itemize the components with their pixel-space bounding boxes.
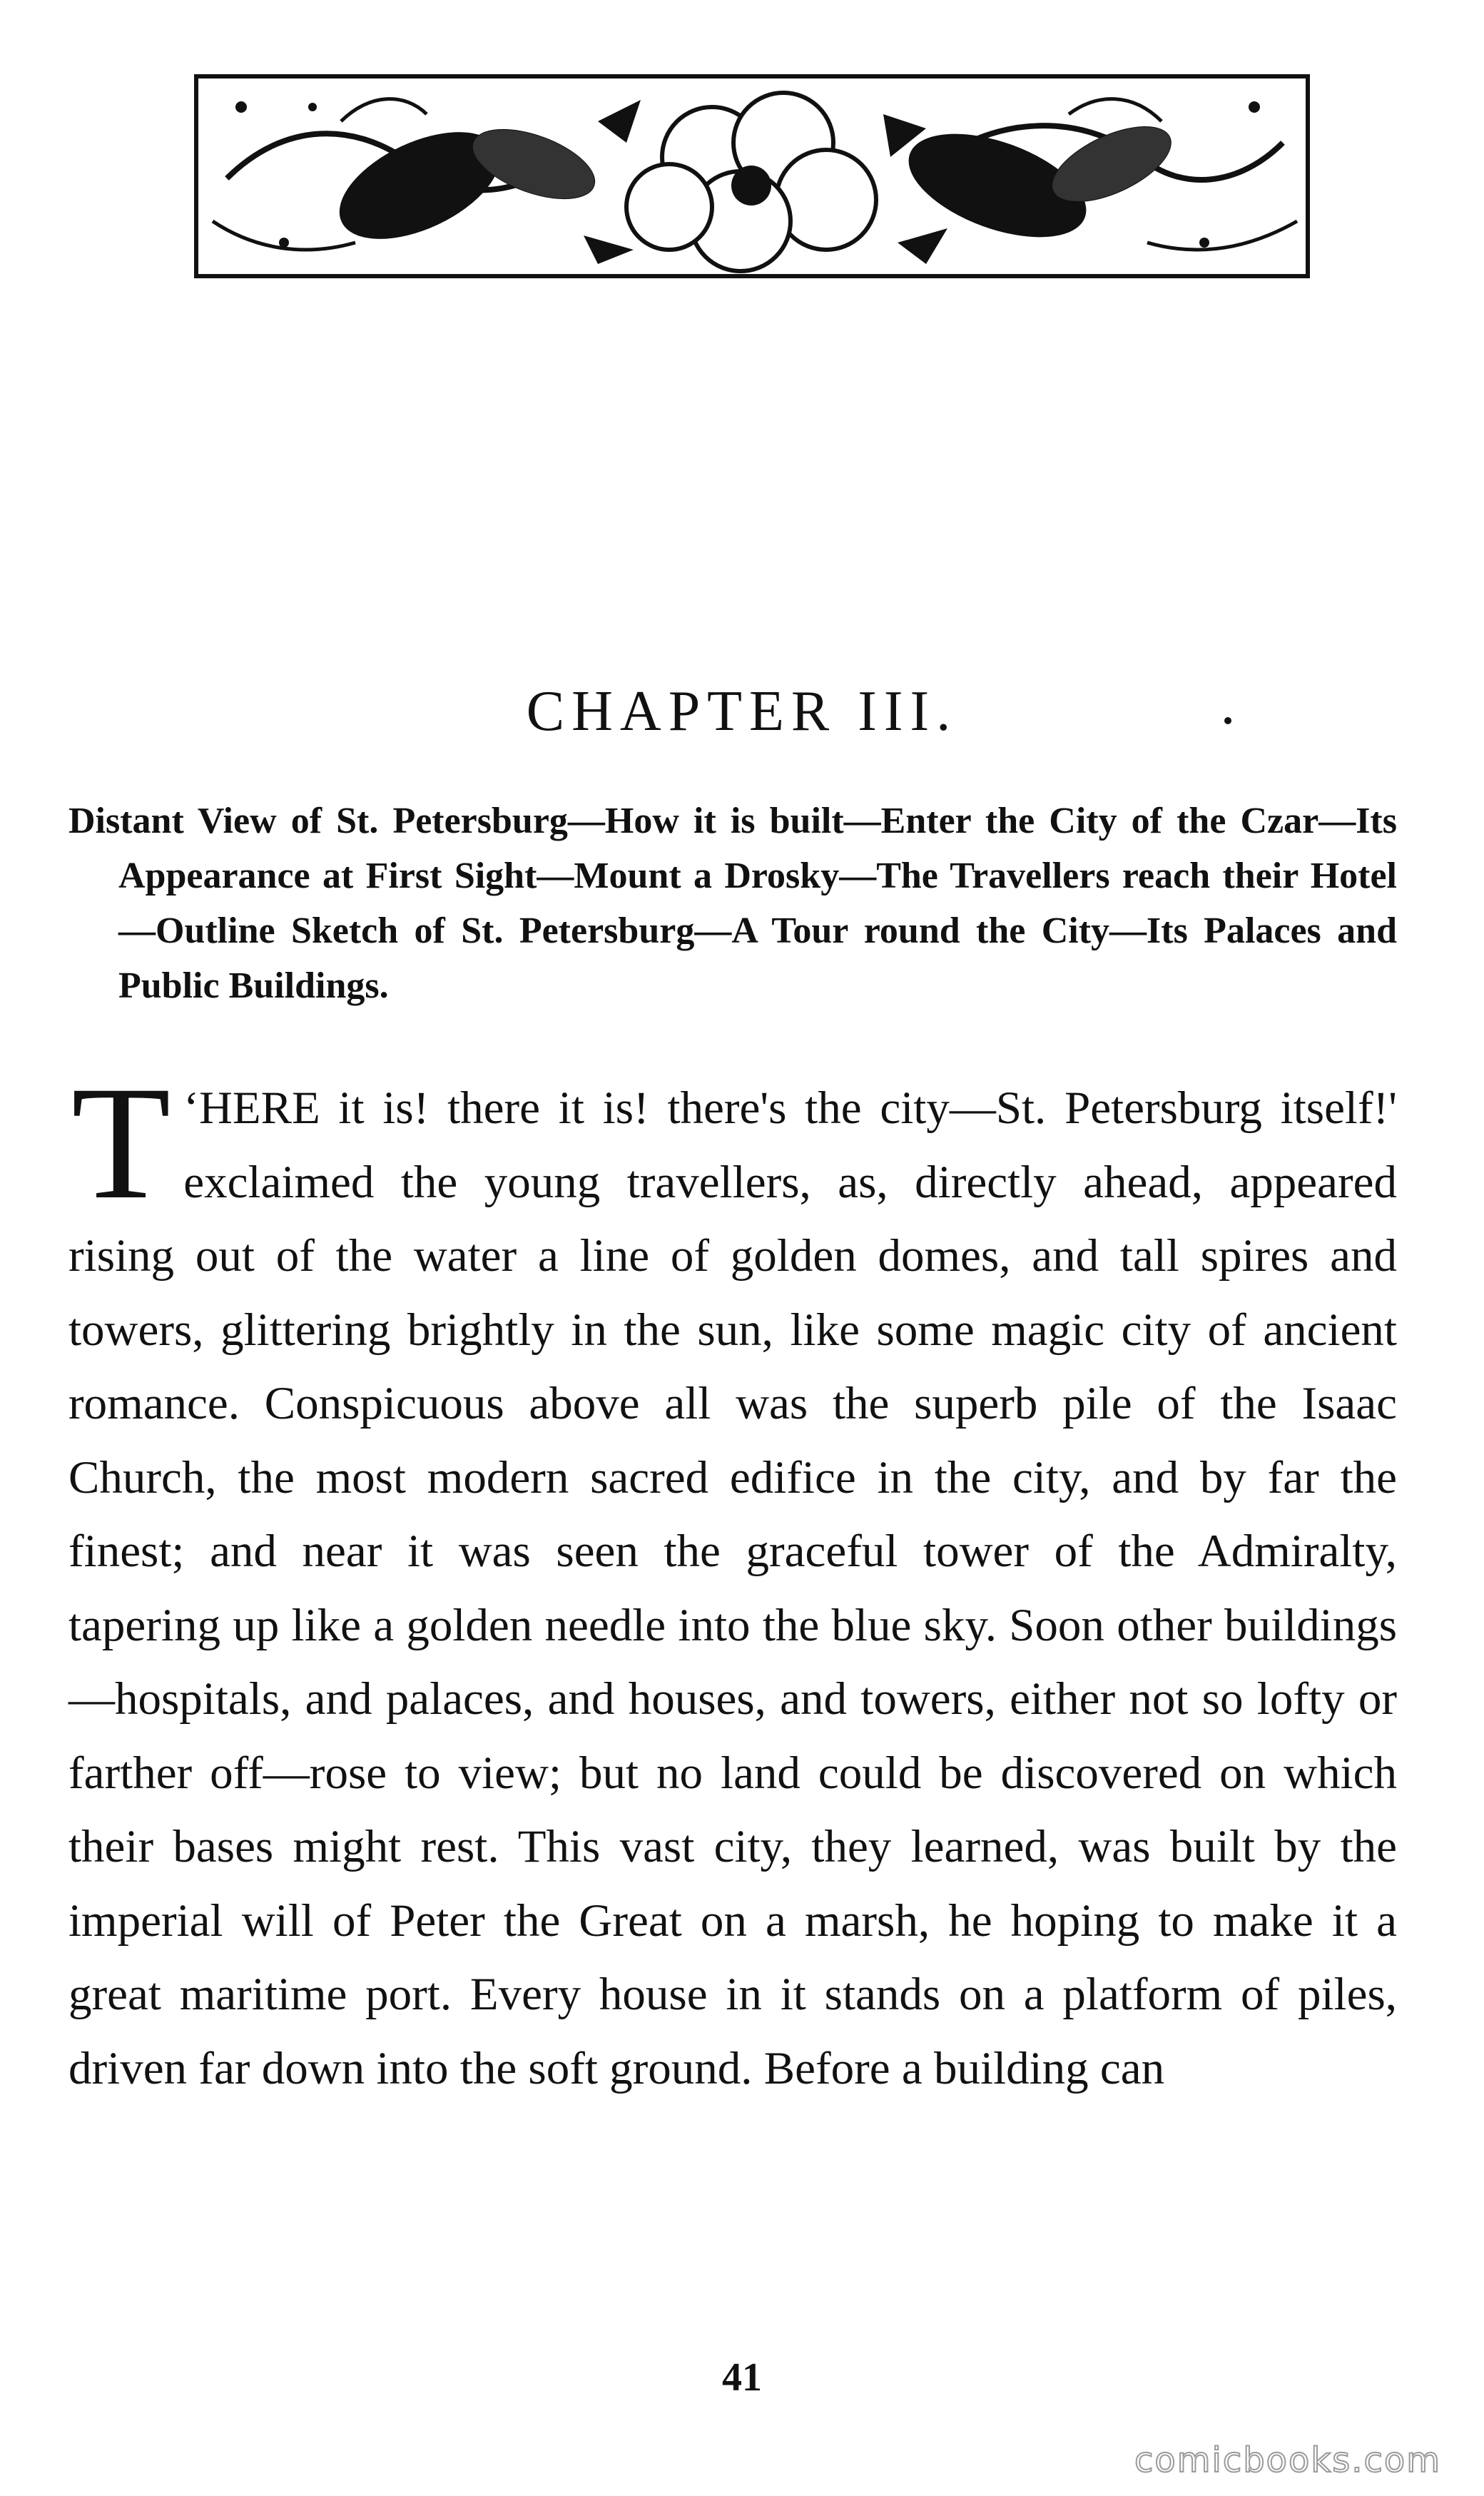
body-paragraph <box>68 1053 1397 2106</box>
body-text: HERE it is! there it is! there's the city—St. Petersburg itself!' exclaimed the young travellers, as, directly ahead, appeared rising out of the water a line of golden domes, and tall spires and towers, glittering brightly in the sun, like some magic city of ancient romance. Conspicuous above all was the superb pile of the Isaac Church, the most modern sacred edifice in the city, and by far the finest; and near it was seen the graceful tower of the Admiralty, tapering up like a golden needle into the blue sky. Soon other buildings—hospitals, and palaces, and houses, and towers, either not so lofty or farther off—rose to view; but no land could be discovered on which their bases might rest. This vast city, they learned, was built by the imperial will of Peter the Great on a marsh, he hoping to make it a great maritime port. Every house in it stands on a platform of piles, driven far down into the soft ground. Before a building can <box>68 1082 1397 2094</box>
page-number: 41 <box>722 2355 762 2400</box>
stray-ink-dot <box>1224 717 1231 724</box>
floral-header-ornament <box>194 74 1310 278</box>
opening-quote-mark: ‘ <box>183 1082 199 1134</box>
chapter-title: CHAPTER III. <box>526 680 958 743</box>
floral-ornament-illustration <box>198 78 1306 274</box>
chapter-summary: Distant View of St. Petersburg—How it is built—Enter the City of the Czar—Its Appearance at First Sight—Mount a Drosky—The Travellers reach their Hotel—Outline Sketch of St. Petersburg—A Tour round the City—Its Palaces and Public Buildings. <box>68 801 1397 1006</box>
watermark-text: comicbooks.com <box>1134 2440 1441 2480</box>
drop-cap-letter: T <box>71 1053 171 1233</box>
